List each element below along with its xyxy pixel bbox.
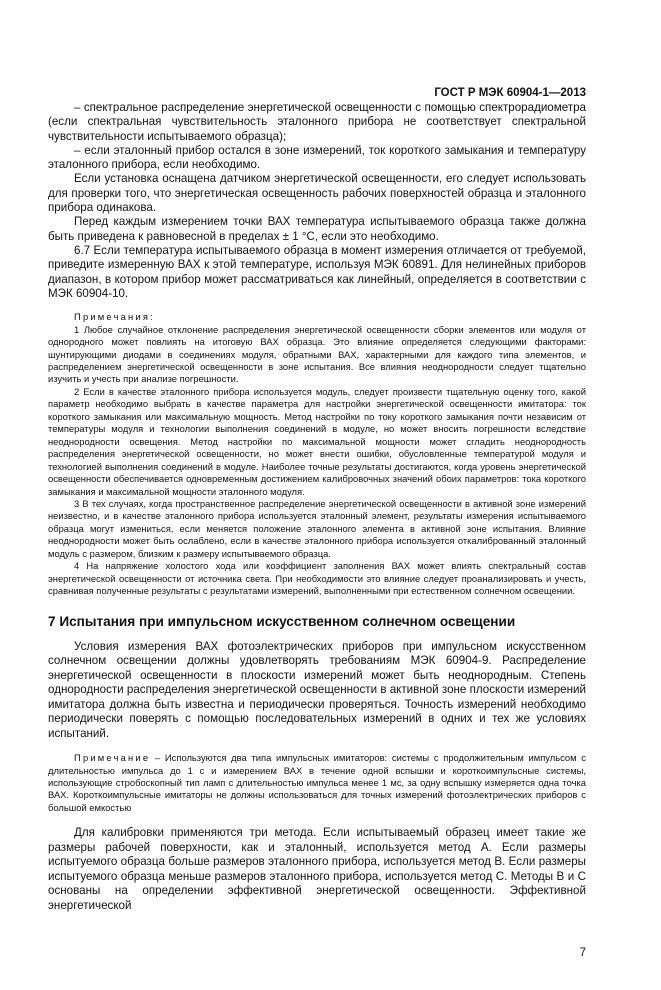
note-item: 3 В тех случаях, когда пространственное распределение энергетической освещенности в активной зоне измерений неизвестно, и в качестве эталонного прибора используется эталонный элемент, результаты измерения испытываемого образца могут измениться, если меняется положение эталонного элемента в активной зоне испытания. Влияние неоднородности может быть ослаблено, если в качестве эталонного прибора используется откалиброванный эталонный модуль с размером, близким к размеру испытываемого образца. <box>48 497 586 559</box>
note-item: 4 На напряжение холостого хода или коэффициент заполнения ВАХ может влиять спектральный состав энергетической освещенности от источника света. При необходимости это влияние следует проанализировать и учесть, сравнивая полученные результаты с результатами измерений, выполненными при естественном солнечном освещении. <box>48 560 586 597</box>
paragraph: – если эталонный прибор остался в зоне измерений, ток короткого замыкания и температуру эталонного прибора, если необходимо. <box>48 143 586 172</box>
section-paragraph <box>48 826 586 913</box>
section-heading: 7 Испытания при импульсном искусственном солнечном освещении <box>48 613 516 629</box>
paragraph: Перед каждым измерением точки ВАХ температура испытываемого образца также должна быть приведена к равновесной в пределах ± 1 °С, если это необходимо. <box>48 215 586 243</box>
paragraph: Условия измерения ВАХ фотоэлектрических приборов при импульсном искусственном солнечном освещении должны удовлетворять требованиям МЭК 60904-9. Распределение энергетической освещенности в плоскости измерений может быть неоднородным. Степень однородности распределения энергетической освещенности в активной зоне плоскости измерений имитатора должна быть известна и периодически проверяться. Точность измерений необходимо периодически поверять с помощью последовательных измерений в одних и тех же условиях испытаний. <box>48 639 586 740</box>
document-header: ГОСТ Р МЭК 60904-1—2013 <box>434 87 586 99</box>
notes-block <box>48 311 586 597</box>
page-number: 7 <box>579 947 586 960</box>
notes-title: Примечания: <box>74 311 155 323</box>
paragraph: – спектральное распределение энергетической освещенности с помощью спектрорадиометра (если спектральная чувствительность эталонного прибора не соответствует спектральной чувствительности испытываемого образца); <box>48 101 586 143</box>
note-text: – Используются два типа импульсных имитаторов: системы с продолжительным импульсом с длительностью импульса до 1 с и измерением ВАХ в течение одной вспышки и короткоимпульсные системы, использующие стробоскопный тип ламп с длительностью импульса менее 1 мс, за одну вспышку измеряется одна точка ВАХ. Короткоимпульсные имитаторы не должны использоваться для точных измерений фотоэлектрических приборов с большой емкостью <box>48 752 586 813</box>
section-note <box>48 752 586 814</box>
paragraph: Если установка оснащена датчиком энергетической освещенности, его следует использовать для проверки того, что энергетическая освещенность рабочих поверхностей образца и эталонного прибора одинакова. <box>48 172 586 215</box>
intro-text <box>48 101 586 301</box>
note-item: 2 Если в качестве эталонного прибора используется модуль, следует произвести тщательную оценку того, какой параметр необходимо выбрать в качестве параметра для настройки энергетической освещенности имитатора: ток короткого замыкания или максимальную мощность. Метод настройки по току короткого замыкания почти независим от температуры модуля и технологии выполнения соединений в модуле, но может вносить погрешности вследствие неоднородности освещения. Метод настройки по максимальной мощности может сгладить неоднородность распределения энергетической освещенности, но может внести ошибки, обусловленные температурой модуля и технологией выполнения соединений в модуле. Наиболее точные результаты достигаются, когда уровень энергетической освещенности обеспечивается одновременным достижением калибровочных значений обоих параметров: тока короткого замыкания и максимальной мощности эталонного модуля. <box>48 385 586 497</box>
note-item: 1 Любое случайное отклонение распределения энергетической освещенности сборки элементов или модуля от однородного может повлиять на итоговую ВАХ образца. Это влияние определяется следующими факторами: шунтирующими диодами в соединениях модуля, обратными ВАХ, характерными для каждого типа элементов, и распределением энергетической освещенности в зоне испытания. Все влияния неоднородности следует тщательно изучить и учесть при анализе погрешности. <box>48 323 586 385</box>
paragraph: 6.7 Если температура испытываемого образца в момент измерения отличается от требуемой, приведите измеренную ВАХ к этой температуре, используя МЭК 60891. Для нелинейных приборов диапазон, в котором прибор может рассматриваться как линейный, определяется в соответствии с МЭК 60904-10. <box>48 243 586 300</box>
note-label: Примечание <box>74 752 151 764</box>
paragraph: Для калибровки применяются три метода. Если испытываемый образец имеет такие же размеры рабочей поверхности, как и эталонный, используется метод А. Если размеры испытуемого образца больше размеров эталонного прибора, используется метод В. Если размеры испытуемого образца меньше размеров эталонного прибора, используется метод С. Методы В и С основаны на определении эффективной энергетической освещенности. Эффективной энергетической <box>48 826 586 912</box>
section-paragraph <box>48 640 586 742</box>
